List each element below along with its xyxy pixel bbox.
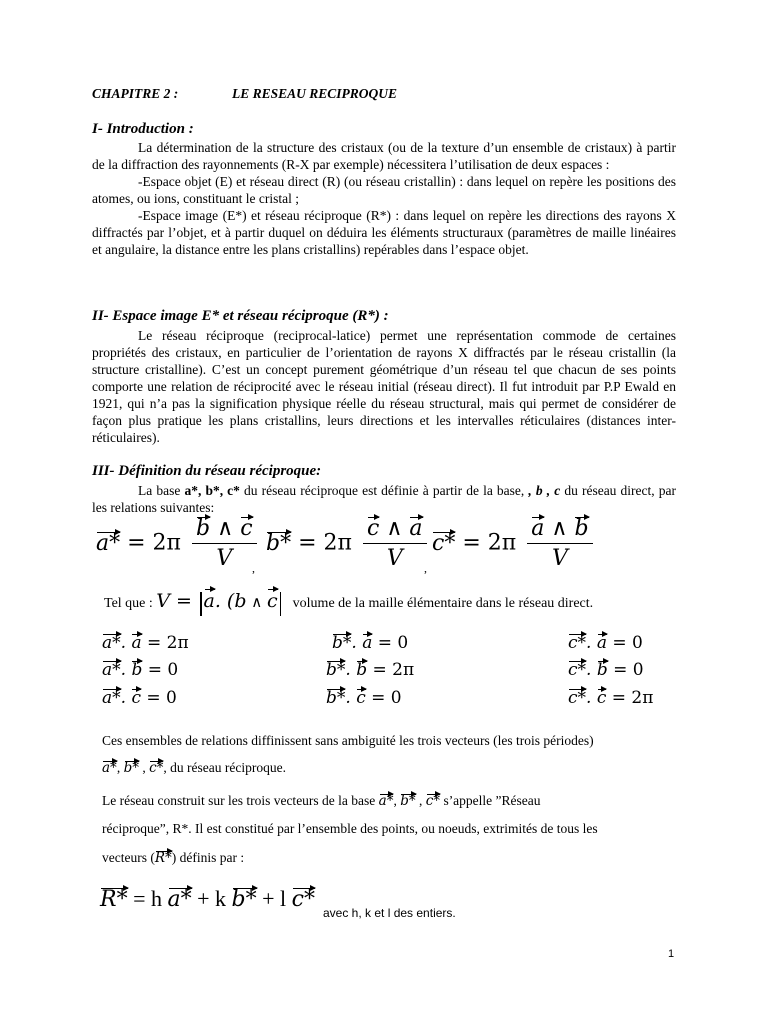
volume-definition: Tel que : V = a. (b ∧ c volume de la maille élémentaire dans le réseau direct.	[104, 588, 593, 617]
page-number: 1	[668, 948, 675, 960]
definition-b-star: b* = 2π $\frac{c \wedge a}{V}$	[266, 516, 431, 571]
relations-note-line2: a*, b* , c*, du réseau réciproque.	[102, 760, 286, 776]
section2-heading: II- Espace image E* et réseau réciproque (R*) :	[92, 308, 389, 324]
reseau-line3: vecteurs (R*) définis par :	[102, 850, 245, 866]
reseau-line2: réciproque”, R*. Il est constitué par l’ensemble des points, ou noeuds, extrimités de tous les	[102, 821, 598, 836]
relation-row: a*. c = 0	[102, 688, 177, 708]
integers-note: avec h, k et l des entiers.	[323, 906, 456, 920]
relation-row: b*. a = 0	[332, 633, 409, 653]
section1-paragraph: -Espace image (E*) et réseau réciproque (R*) : dans lequel on repère les directions des rayons X diffractés par l’objet, et à partir duquel on déduira les éléments structuraux (paramètres de maille linéaires et angulaire, la distance entre les plans cristallins) repérables dans l’espace objet.	[92, 208, 676, 257]
relation-row: a*. b = 0	[102, 660, 179, 680]
relations-note-line1: Ces ensembles de relations diffinissent sans ambiguité les trois vecteurs (les trois périodes)	[102, 733, 594, 748]
reseau-line1: Le réseau construit sur les trois vecteurs de la base a*, b* , c* s’appelle ”Réseau	[102, 793, 541, 809]
reciprocal-basis: a*, b*, c*	[184, 483, 240, 498]
relation-row: c*. b = 0	[568, 660, 644, 680]
section1-paragraph: La détermination de la structure des cristaux (ou de la texture d’un ensemble de cristaux) à partir de la diffraction des rayonnements (R-X par exemple) nécessitera l’utilisation de deux espaces :	[92, 140, 676, 172]
section2-body	[92, 327, 676, 446]
reciprocal-vector-equation: R* = h a* + k b* + l c*	[100, 886, 315, 912]
chapter-heading	[92, 86, 398, 102]
chapter-title: LE RESEAU RECIPROQUE	[232, 86, 398, 101]
relation-row: b*. b = 2π	[326, 660, 415, 680]
comma: ,	[424, 561, 427, 575]
relation-row: c*. a = 0	[568, 633, 643, 653]
section3-heading: III- Définition du réseau réciproque:	[92, 463, 322, 479]
relation-row: a*. a = 2π	[102, 633, 189, 653]
section1-paragraph: -Espace objet (E) et réseau direct (R) (ou réseau cristallin) : dans lequel on repère les positions des atomes, ou ions, constituant le cristal ;	[92, 174, 676, 206]
relation-row: c*. c = 2π	[568, 688, 654, 708]
section1-body	[92, 139, 676, 258]
chapter-number: CHAPITRE 2 :	[92, 86, 179, 101]
definition-a-star: a* = 2π $\frac{b \wedge c}{V}$	[96, 516, 261, 571]
section1-heading: I- Introduction :	[92, 121, 194, 137]
comma: ,	[252, 561, 255, 575]
section3-intro: La base a*, b*, c* du réseau réciproque est définie à partir de la base, , b , c du réseau direct, par les relations suivantes:	[92, 483, 676, 515]
relation-row: b*. c = 0	[326, 688, 402, 708]
section2-paragraph: Le réseau réciproque (reciprocal-latice) permet une représentation commode de certaines propriétés des cristaux, en particulier de l’orientation de rayons X diffractés par le réseau cristallin (la structure cristalline). C’est un concept purement géométrique d’un réseau tel que chacun de ses points comporte une relation de réciprocité avec le réseau initial (réseau direct). Il fut introduit par P.P Ewald en 1921, qui n’a pas la signification physique réelle du réseau structural, mais qui permet de considérer de façon plus pratique les plans cristallins, leurs directions et les intervalles réticulaires (distances inter-réticulaires).	[92, 328, 676, 445]
direct-basis: , b , c	[528, 483, 561, 498]
definition-c-star: c* = 2π $\frac{a \wedge b}{V}$	[432, 516, 597, 571]
